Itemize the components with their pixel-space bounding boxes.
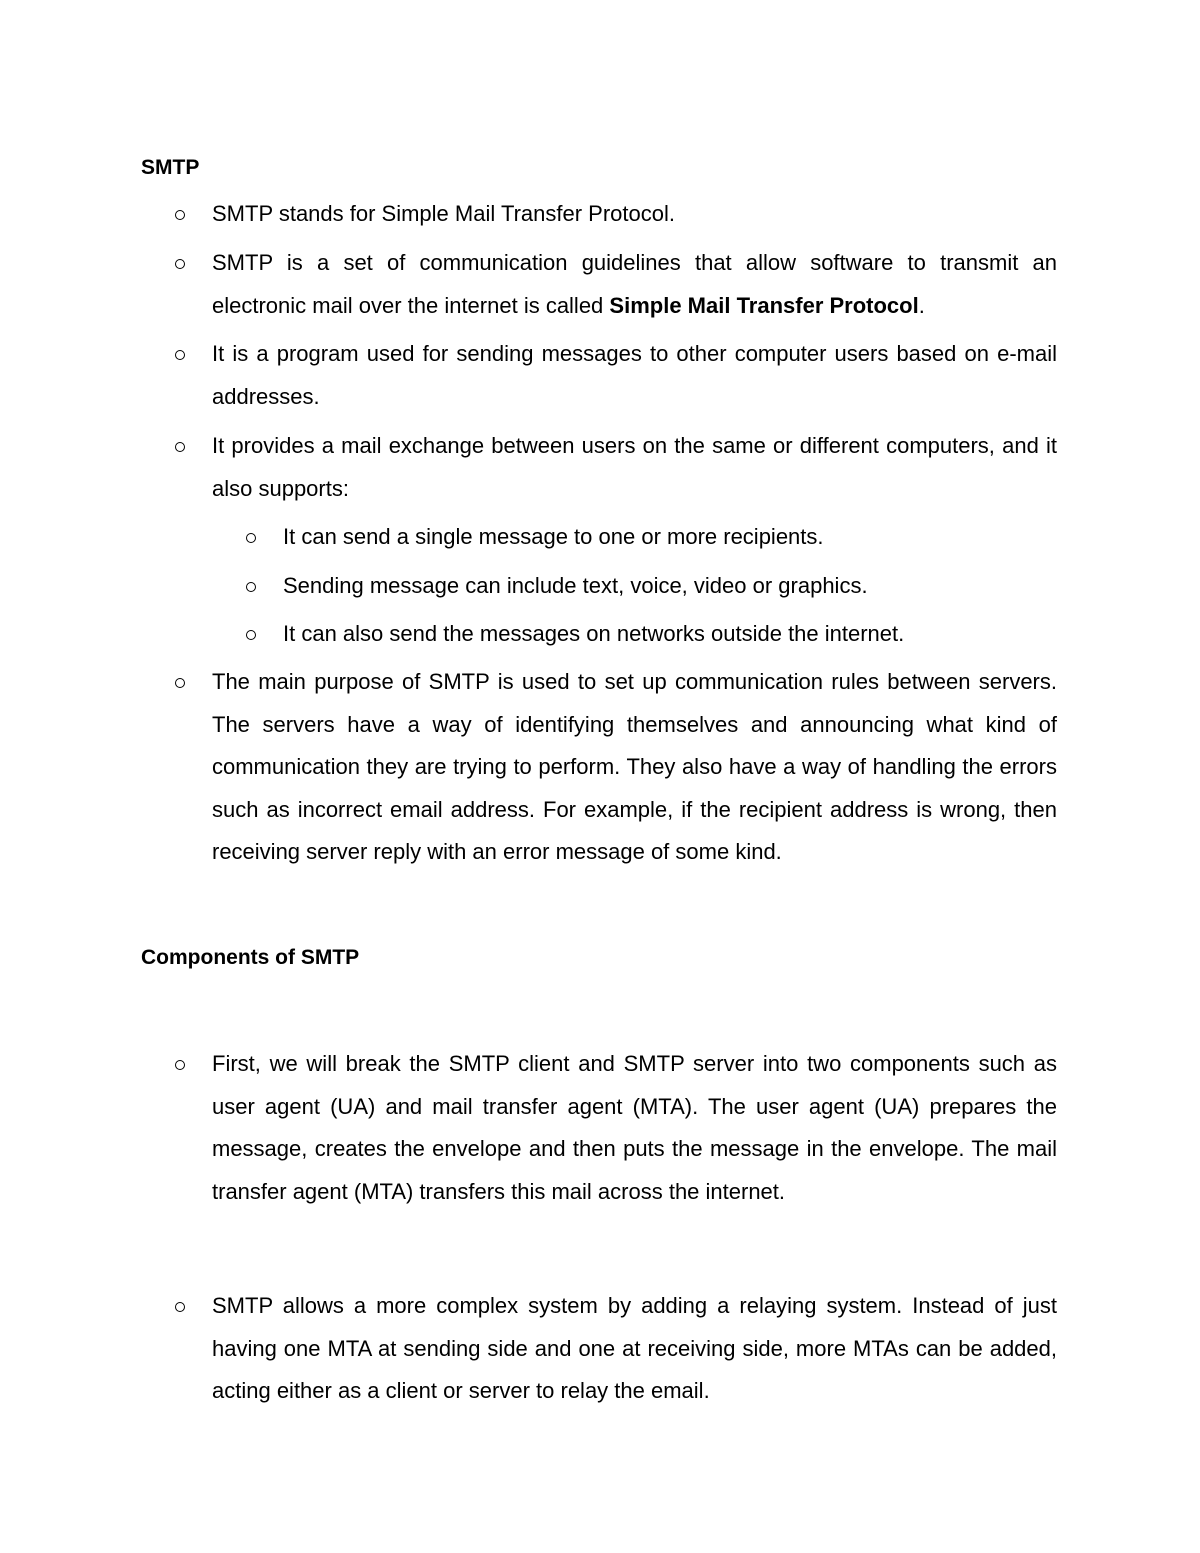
supports-point-1-text: It can send a single message to one or more recipients. xyxy=(283,524,824,549)
bullet-icon xyxy=(175,333,185,379)
supports-point-2-text: Sending message can include text, voice, video or graphics. xyxy=(283,573,868,598)
bullet-icon xyxy=(246,565,256,611)
bullet-icon xyxy=(246,613,256,659)
supports-point-3 xyxy=(283,613,1057,656)
supports-point-3-text: It can also send the messages on networks outside the internet. xyxy=(283,621,905,646)
bullet-icon xyxy=(175,1043,185,1089)
supports-point-1 xyxy=(283,516,1057,559)
bullet-icon xyxy=(175,1285,185,1331)
smtp-point-3-text: It is a program used for sending messages to other computer users based on e-mail addresses. xyxy=(212,341,1057,409)
component-point-1-text: First, we will break the SMTP client and SMTP server into two components such as user agent (UA) and mail transfer agent (MTA). The user agent (UA) prepares the message, creates the envelope and then puts the message in the envelope. The mail transfer agent (MTA) transfers this mail across the internet. xyxy=(212,1051,1057,1204)
smtp-point-5-text: The main purpose of SMTP is used to set up communication rules between servers. The servers have a way of identifying themselves and announcing what kind of communication they are trying to perform. They also have a way of handling the errors such as incorrect email address. For example, if the recipient address is wrong, then receiving server reply with an error message of some kind. xyxy=(212,669,1057,864)
smtp-point-2-text: SMTP is a set of communication guidelines that allow software to transmit an electronic mail over the internet is called xyxy=(212,250,1057,318)
smtp-point-2-bold: Simple Mail Transfer Protocol xyxy=(609,292,919,318)
supports-point-2 xyxy=(283,565,1057,608)
bullet-icon xyxy=(175,242,185,288)
heading-components: Components of SMTP xyxy=(141,946,360,969)
component-point-2 xyxy=(212,1285,1057,1413)
bullet-icon xyxy=(246,516,256,562)
smtp-point-1-text: SMTP stands for Simple Mail Transfer Protocol. xyxy=(212,201,675,226)
smtp-point-5 xyxy=(212,661,1057,874)
smtp-point-3 xyxy=(212,333,1057,418)
bullet-icon xyxy=(175,661,185,707)
smtp-point-2 xyxy=(212,242,1057,327)
smtp-point-1 xyxy=(212,193,1057,236)
component-point-1 xyxy=(212,1043,1057,1213)
component-point-2-text: SMTP allows a more complex system by adding a relaying system. Instead of just having one MTA at sending side and one at receiving side, more MTAs can be added, acting either as a client or server to relay the email. xyxy=(212,1293,1057,1403)
bullet-icon xyxy=(175,193,185,239)
bullet-icon xyxy=(175,425,185,471)
smtp-point-2-end: . xyxy=(918,292,925,318)
smtp-point-4 xyxy=(212,425,1057,510)
smtp-point-4-text: It provides a mail exchange between users on the same or different computers, and it also supports: xyxy=(212,433,1057,501)
heading-smtp: SMTP xyxy=(141,156,200,179)
